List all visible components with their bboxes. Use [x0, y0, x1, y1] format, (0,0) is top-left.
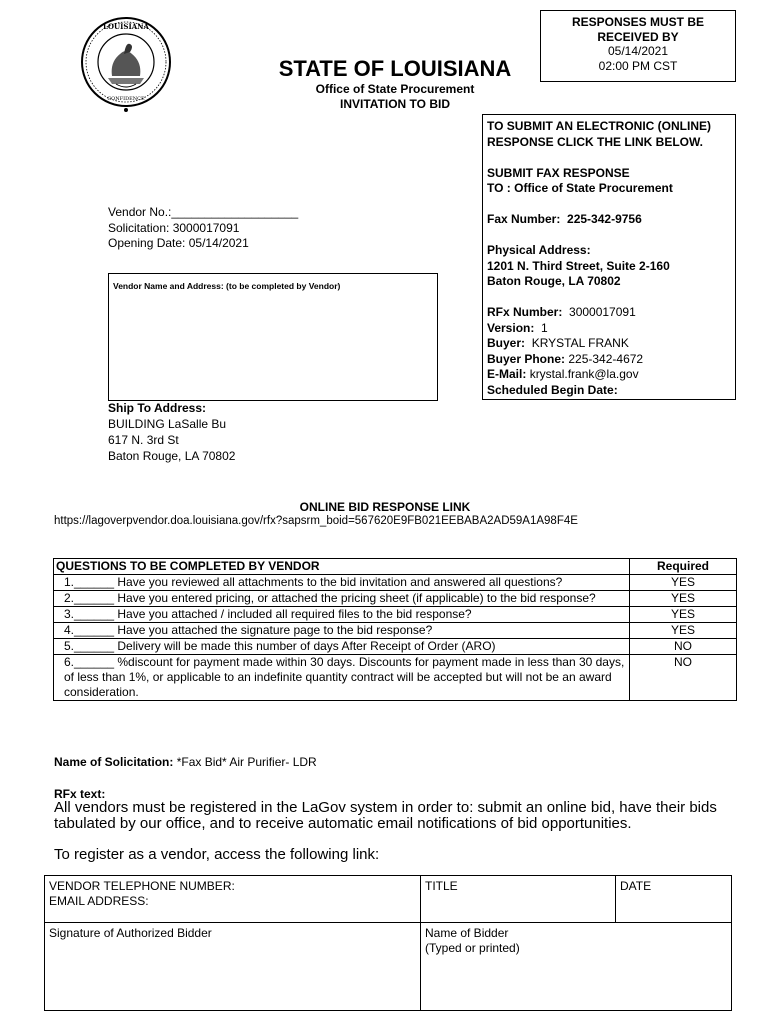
question-required: YES	[630, 591, 737, 607]
buyer-label: Buyer:	[487, 336, 526, 350]
svg-text:LOUISIANA: LOUISIANA	[103, 22, 149, 31]
office-name: Office of State Procurement	[315, 82, 475, 96]
question-required: YES	[630, 575, 737, 591]
required-header: Required	[630, 559, 737, 575]
bidder-name-label: Name of Bidder	[425, 926, 509, 940]
question-text: 2.______ Have you entered pricing, or attached the pricing sheet (if applicable) to the bid response?	[54, 591, 630, 607]
ship-to-line2: 617 N. 3rd St	[108, 433, 179, 447]
email-row	[487, 367, 735, 383]
vendor-name-address-box[interactable]	[108, 273, 438, 401]
question-required: YES	[630, 607, 737, 623]
fax-number-label: Fax Number:	[487, 212, 561, 226]
response-line2: RECEIVED BY	[597, 29, 679, 44]
rfx-number: 3000017091	[569, 305, 636, 319]
ship-to-label: Ship To Address:	[108, 401, 207, 415]
state-seal-icon	[80, 14, 172, 114]
signature-row-bottom	[45, 923, 732, 1011]
table-header-row	[54, 559, 737, 575]
physical-line1: 1201 N. Third Street, Suite 2-160	[487, 258, 670, 273]
signature-label: Signature of Authorized Bidder	[49, 926, 212, 940]
bidder-name-cell[interactable]	[421, 923, 732, 1011]
table-row[interactable]	[54, 655, 737, 701]
ship-to-line3: Baton Rouge, LA 70802	[108, 449, 236, 463]
opening-date: Opening Date: 05/14/2021	[108, 236, 249, 250]
doc-type: INVITATION TO BID	[340, 97, 450, 111]
solicitation-number: Solicitation: 3000017091	[108, 220, 240, 235]
vendor-name-address-label: Vendor Name and Address: (to be completed by Vendor)	[113, 281, 341, 291]
email-label: E-Mail:	[487, 367, 527, 381]
version-row	[487, 321, 735, 337]
rfx-text-body: All vendors must be registered in the LaGov system in order to: submit an online bid, have their bids tabulated by our office, and to receive automatic email notifications of bid opportunities.	[54, 799, 717, 832]
vendor-questions-table	[53, 558, 737, 701]
rfx-number-row	[487, 305, 735, 321]
fax-number-row	[487, 212, 735, 228]
submit-online-line1: TO SUBMIT AN ELECTRONIC (ONLINE)	[487, 119, 711, 133]
ship-to-address	[108, 400, 235, 464]
version-label: Version:	[487, 320, 535, 335]
page-title: STATE OF LOUISIANA	[278, 56, 512, 81]
buyer-email[interactable]: krystal.frank@la.gov	[529, 367, 639, 381]
table-row[interactable]	[54, 607, 737, 623]
table-row[interactable]	[54, 623, 737, 639]
buyer-row	[487, 336, 735, 352]
table-row[interactable]	[54, 591, 737, 607]
vendor-info	[108, 205, 298, 252]
signature-row-top	[45, 876, 732, 923]
solicitation-name-value: *Fax Bid* Air Purifier- LDR	[176, 755, 317, 769]
buyer-phone: 225-342-4672	[568, 351, 644, 366]
date-cell[interactable]	[616, 876, 732, 923]
ship-to-line1: BUILDING LaSalle Bu	[108, 417, 227, 431]
solicitation-name-label: Name of Solicitation:	[54, 755, 174, 769]
svg-text:CONFIDENCE: CONFIDENCE	[107, 96, 145, 102]
question-text: 4.______ Have you attached the signature page to the bid response?	[54, 623, 630, 639]
response-deadline-box	[540, 10, 736, 82]
buyer-phone-label: Buyer Phone:	[487, 351, 566, 366]
date-label: DATE	[620, 879, 652, 893]
version-value: 1	[541, 320, 548, 335]
fax-number: 225-342-9756	[567, 212, 642, 226]
question-text: 1.______ Have you reviewed all attachments to the bid invitation and answered all questions?	[54, 575, 630, 591]
scheduled-begin-label: Scheduled Begin Date:	[487, 382, 618, 397]
submission-info-panel	[482, 114, 736, 400]
question-required: NO	[630, 639, 737, 655]
register-instruction: To register as a vendor, access the following link:	[54, 846, 380, 863]
vendor-email-label: EMAIL ADDRESS:	[49, 894, 149, 908]
response-time: 02:00 PM CST	[598, 58, 678, 73]
title-label: TITLE	[425, 879, 458, 893]
question-required: YES	[630, 623, 737, 639]
question-text: 6.______ %discount for payment made within 30 days. Discounts for payment made in less than 30 days, of less than 1%, or applicable to an indefinite quantity contract will be accepted but will not be an award consideration.	[54, 655, 630, 701]
physical-label: Physical Address:	[487, 243, 591, 257]
table-row[interactable]	[54, 639, 737, 655]
table-row[interactable]	[54, 575, 737, 591]
rfx-text-label: RFx text:	[54, 787, 106, 801]
fax-title: SUBMIT FAX RESPONSE	[487, 165, 630, 180]
buyer-value: KRYSTAL FRANK	[531, 336, 629, 350]
response-line1: RESPONSES MUST BE	[571, 15, 705, 29]
question-text: 3.______ Have you attached / included all required files to the bid response?	[54, 607, 630, 623]
vendor-no: Vendor No.:___________________	[108, 205, 299, 219]
response-date: 05/14/2021	[607, 44, 669, 58]
question-text: 5.______ Delivery will be made this number of days After Receipt of Order (ARO)	[54, 639, 630, 655]
submit-online-line2: RESPONSE CLICK THE LINK BELOW.	[487, 134, 704, 149]
solicitation-name	[54, 755, 317, 769]
online-bid-link[interactable]: https://lagoverpvendor.doa.louisiana.gov/rfx?sapsrm_boid=567620E9FB021EEBABA2AD59A1A98F4E	[54, 515, 578, 527]
rfx-number-label: RFx Number:	[487, 305, 563, 319]
physical-line2: Baton Rouge, LA 70802	[487, 274, 621, 288]
vendor-phone-label: VENDOR TELEPHONE NUMBER:	[49, 879, 235, 893]
fax-to: TO : Office of State Procurement	[487, 181, 673, 195]
vendor-contact-cell[interactable]	[45, 876, 421, 923]
question-required: NO	[630, 655, 737, 701]
signature-cell[interactable]	[45, 923, 421, 1011]
title-cell[interactable]	[421, 876, 616, 923]
signature-table	[44, 875, 732, 1011]
bidder-name-sublabel: (Typed or printed)	[425, 941, 520, 955]
questions-header: QUESTIONS TO BE COMPLETED BY VENDOR	[54, 559, 630, 575]
buyer-phone-row	[487, 352, 735, 368]
online-link-title: ONLINE BID RESPONSE LINK	[299, 500, 471, 514]
